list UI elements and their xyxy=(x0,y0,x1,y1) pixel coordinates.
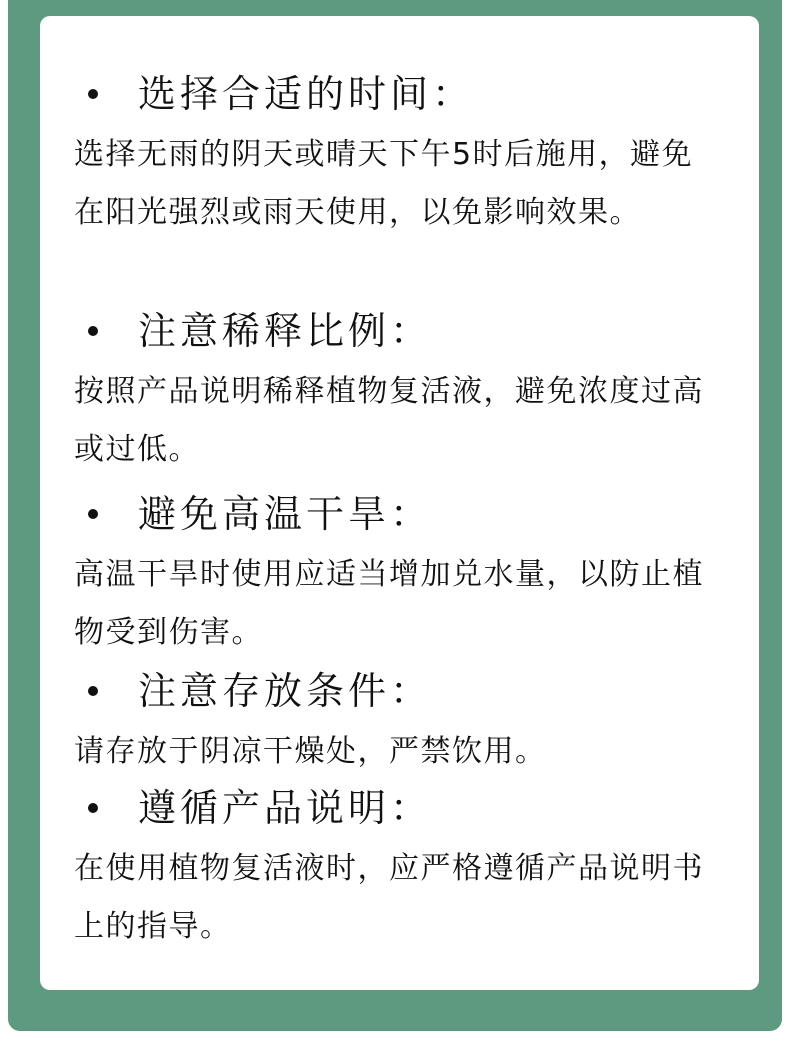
heading-text: 注意稀释比例： xyxy=(138,309,433,353)
section-timing xyxy=(74,68,734,242)
section-storage xyxy=(74,665,734,781)
section-dilution xyxy=(74,305,734,479)
section-body: 请存放于阴凉干燥处，严禁饮用。 xyxy=(74,734,547,769)
section-heading xyxy=(74,68,734,120)
heading-text: 避免高温干旱： xyxy=(138,492,433,536)
section-body: 选择无雨的阴天或晴天下午5时后施用，避免在阳光强烈或雨天使用，以免影响效果。 xyxy=(74,137,694,230)
section-heading xyxy=(74,305,734,357)
heading-text: 遵循产品说明： xyxy=(138,786,433,830)
section-heading xyxy=(74,782,734,834)
section-heading xyxy=(74,488,734,540)
section-heading xyxy=(74,665,734,717)
bullet-icon xyxy=(86,665,100,717)
section-body: 高温干旱时使用应适当增加兑水量，以防止植物受到伤害。 xyxy=(74,557,704,650)
section-body: 按照产品说明稀释植物复活液，避免浓度过高或过低。 xyxy=(74,374,704,467)
section-instructions xyxy=(74,782,734,956)
heading-text: 选择合适的时间： xyxy=(138,72,475,116)
section-heat-drought xyxy=(74,488,734,662)
bullet-icon xyxy=(86,305,100,357)
section-body: 在使用植物复活液时，应严格遵循产品说明书上的指导。 xyxy=(74,851,704,944)
bullet-icon xyxy=(86,488,100,540)
heading-text: 注意存放条件： xyxy=(138,669,433,713)
bullet-icon xyxy=(86,782,100,834)
bullet-icon xyxy=(86,68,100,120)
